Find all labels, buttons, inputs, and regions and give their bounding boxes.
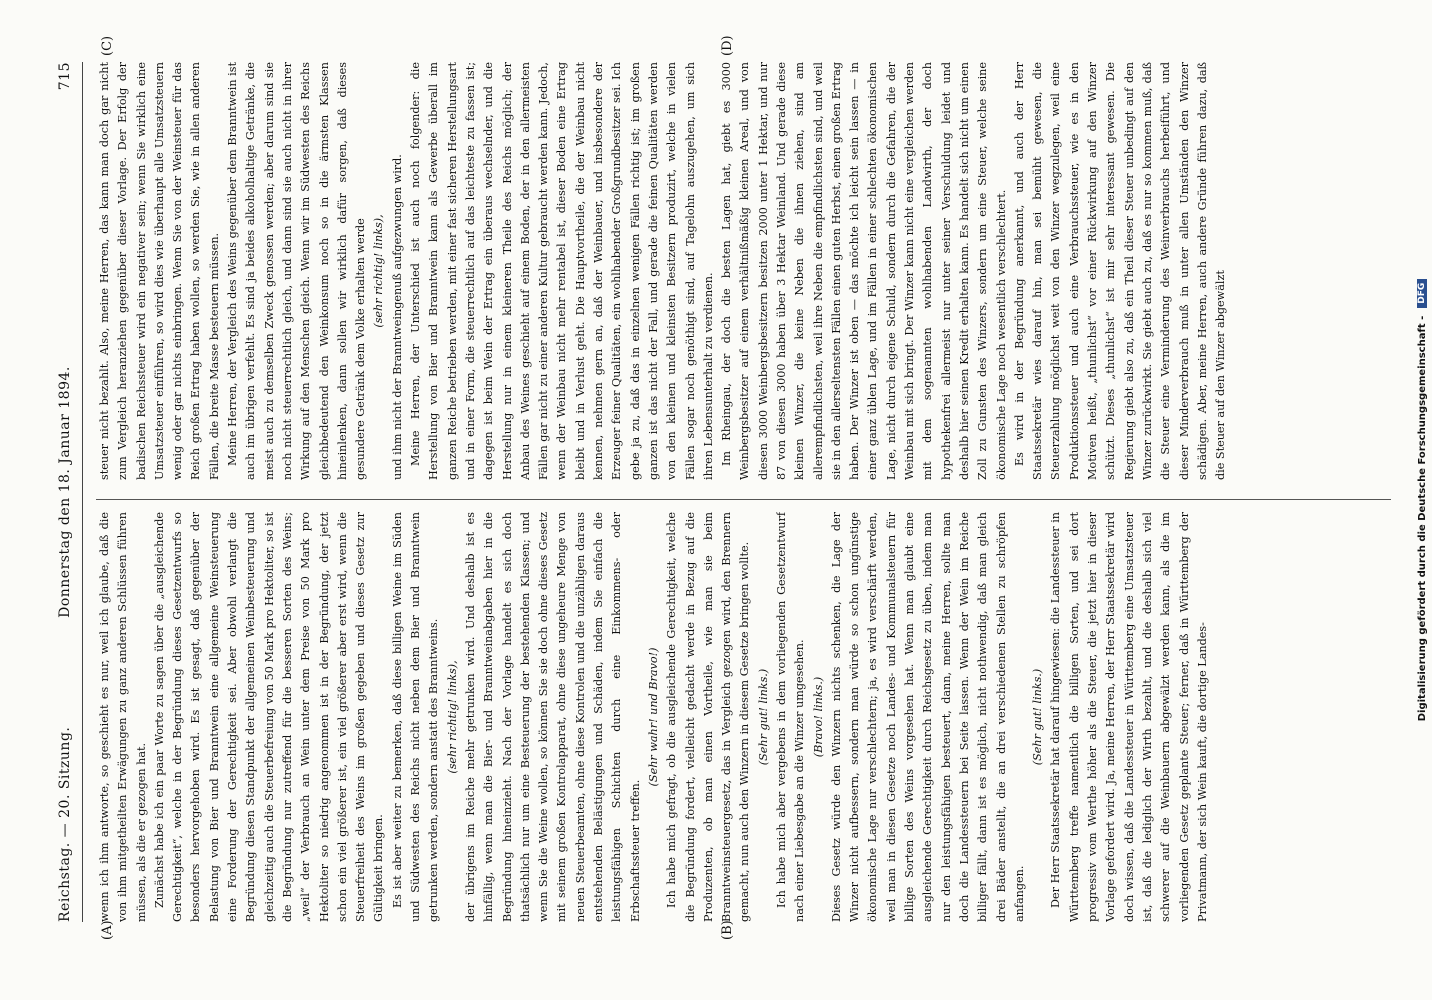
column-divider [96,499,1391,500]
digitization-credit [1412,0,1432,1000]
interjection: (Sehr wahr! und Bravo!) [646,647,660,787]
paragraph: und ihm nicht der Branntweingenuß aufgezwungen wird. [390,154,404,480]
paragraph: Ich habe mich gefragt, ob die ausgleichende Gerechtigkeit, welche die Begründung fordert, vielleicht gedacht werde in Bezug auf die Produzenten, ob man einen Vortheile, wie man sie beim Branntweinsteuergesetz, das in Vergleich gezogen wird, den Brennern gemacht, nun auch den Winzern in diesem Gesetze bringen wollte. [665,512,752,922]
paragraph: Der Herr Staatssekretär hat darauf hingewiesen: die Landessteuer in Württemberg treffe namentlich die billigen Sorten, und sei dort progressiv vom Werthe höher als die Steuer, die jetzt hier in dieser Vorlage gefordert wird. Ja, meine Herren, der Herr Staatssekretär wird doch wissen, daß die Landessteuer in Württemberg eine Umsatzsteuer ist, daß die lediglich der Wirth bezahlt, und die deshalb sich viel schwerer auf die Weinbauern abgewälzt werden kann, als die im vorliegenden Gesetz geplante Steuer; ferner, daß in Württemberg der Privatmann, der sich Wein kauft, die dortige Landes- [1049,512,1209,922]
paragraph: Ich habe mich aber vergebens in dem vorliegenden Gesetzentwurf nach einer Liebesgabe an die Winzer umgesehen. [774,512,807,922]
page-number: 715 [57,62,73,91]
paragraph: der übrigens im Reiche mehr getrunken wird. Und deshalb ist es hinfällig, wenn man die Bier- und Branntweinabgaben hier in die Begründung hineinzieht. Nach der Vorlage handelt es sich doch thatsächlich nur um eine Besteuerung der bestehenden Klassen; und wenn Sie die Weine wollen, so können Sie sie doch ohne dieses Gesetz mit seinem großen Kontrolapparat, ohne diese ungeheure Menge von neuen Steuerbeamten, ohne diese Kontrolen und die unzähligen daraus entstehenden Belästigungen und Schäden, indem Sie einfach die leistungsfähigen Schichten durch eine Einkommens- oder Erbschaftssteuer treffen. [463,512,642,922]
marker-b: (B) [720,920,735,940]
paragraph: Es ist aber weiter zu bemerken, daß diese billigen Weine im Süden und Südwesten des Reichs nicht neben dem Bier und Branntwein getrunken werden, sondern anstatt des Branntweins. [390,512,441,922]
interjection: (sehr richtig! links), [445,660,459,774]
header-rule [82,62,83,922]
header-left: Reichstag. — 20. Sitzung. [57,726,73,922]
paragraph: Meine Herren, der Unterschied ist auch noch folgender: die Herstellung von Bier und Branntwein kann als Gewerbe überall im ganzen Reiche betrieben werden, mit einer fast sicheren Herstellungsart und in einer Form, die steuerrechtlich auf das leichteste zu fassen ist; dagegen ist beim Wein der Ertrag ein überaus wechselnder, und die Herstellung nur in einem kleineren Theile des Reichs möglich; der Anbau des Weines geschieht auf einem Boden, der in den allermeisten Fällen gar nicht zu einer anderen Kultur gebraucht werden kann. Jedoch, wenn der Weinbau nicht mehr rentabel ist, dieser Boden eine Ertrag bleibt und in Verlust geht. Die Hauptvortheile, die der Weinbau nicht kennen, nehmen gern an, daß der Weinbauer, und insbesondere der Erzeuger feiner Qualitäten, ein wohlhabender Großgrundbesitzer sei. Ich gebe ja zu, daß das in einzelnen wenigen Fällen richtig ist; im großen ganzen ist das nicht der Fall, und gerade die feinen Qualitäten werden von den kleinen und kleinsten Besitzern produzirt, welche in vielen Fällen sogar noch genöthigt sind, auf Tagelohn auszugehen, um sich ihren Lebensunterhalt zu verdienen. [409,62,715,480]
paragraph: Meine Herren, der Vergleich des Weins gegenüber dem Branntwein ist auch im übrigen verfehlt. Es sind ja beides alkoholhaltige Getränke, die meist auch zu demselben Zweck genossen werden; aber darum sind sie noch nicht steuerrechtlich gleich, und dann sind sie auch nicht in ihrer Wirkung auf den Menschen gleich. Wenn wir im Südwesten des Reichs gleichbedeutend den Weinkonsum noch so in die ärmsten Klassen hineinlenken, dann sollen wir wirklich dafür sorgen, daß dieses gesundere Getränk dem Volke erhalten werde [226,62,368,480]
paragraph: Dieses Gesetz würde den Winzern nichts schenken, die Lage der Winzer nicht aufbessern, sondern man würde so schon ungünstige ökonomische Lage nur verschlechtern; ja, es wird verschärft werden, weil man in diesen Gesetze noch Landes- und Kommunalsteuern für billige Sorten des Weins vorgesehen hat. Wenn man glaubt eine ausgleichende Gerechtigkeit durch Reichsgesetz zu üben, indem man nur den leistungsfähigen besteuert, dann, meine Herren, sollte man doch die Landessteuern bei Seite lassen. Wenn der Wein im Reiche billiger fällt, dann ist es möglich, nicht nothwendig, daß man gleich drei Bäder anstellt, die an drei verschiedenen Stellen zu schröpfen anfangen. [829,512,1026,922]
dfg-logo: DFG [1417,279,1427,308]
credit-text: Digitalisierung gefördert durch die Deutsche Forschungsgemeinschaft - [1416,315,1428,722]
interjection: (sehr richtig! links), [372,214,386,328]
text-column-left [96,512,1391,922]
page-header [57,62,79,922]
header-date: Donnerstag den 18. Januar 1894. [57,366,73,618]
paragraph: wenn ich ihm antworte, so geschieht es nur, weil ich glaube, daß die von ihm mitgetheilten Erwägungen zu ganz anderen Schlüssen führen müssen, als die er gezogen hat. [98,512,148,922]
marker-c: (C) [100,35,115,56]
text-column-right [96,62,1391,480]
interjection: (Sehr gut! links.) [756,668,770,766]
paragraph: Im Rheingau, der doch die besten Lagen hat, giebt es 3000 Weinbergsbesitzer auf einem verhältnißmäßig kleinen Areal, und von diesen 3000 Weinbergsbesitzern besitzen 2000 unter 1 Hektar, und nur 87 von diesen 3000 haben über 3 Hektar Weinland. Und gerade diese kleinen Winzer, die keine Neben die ihnen ziehen, sind am allerempfindlichsten, weil ihre Neben die empfindlichsten sind, und weil sie in den allerseltensten Fällen einen guten Herbst, einen großen Ertrag haben. Der Winzer ist oben — das möchte ich leicht sein lassen — in einer ganz üblen Lage, und im Fällen in einer schlechten ökonomischen Lage, nicht durch eigene Schuld, sondern durch die Gefahren, die der Weinbau mit sich bringt. Der Winzer kann nicht eine vergleichen werden mit dem sogenannten wohlhabenden Landwirth, der doch hypothekenfrei allermeist nur unter seiner Verschuldung leidet und deshalb hier seinen Kredit erhalten kann. Es handelt sich nicht um einen Zoll zu Gunsten des Winzers, sondern um eine Steuer, welche seine ökonomische Lage noch wesentlich verschlechtert. [720,62,1008,480]
interjection: (Bravo! links.) [811,676,825,758]
paragraph: Es wird in der Begründung anerkannt, und auch der Herr Staatssekretär wies darauf hin, man sei bemüht gewesen, die Steuerzahlung möglichst weit von den Winzer wegzulegen, weil eine Produktionssteuer und auch eine Verbrauchssteuer, wie es in den Motiven heißt, „thunlichst“ vor einer Rückwirkung auf den Winzer schützt. Dieses „thunlichst“ ist mir sehr interessant gewesen. Die Regierung giebt also zu, daß ein Theil dieser Steuer unbedingt auf den Winzer zurückwirkt. Sie giebt auch zu, daß es nur so kommen muß, daß die Steuer eine Verminderung des Weinverbrauchs herbeiführt, und dieser Minderverbrauch muß in unter allen Umständen den Winzer schädigen. Aber, meine Herren, auch andere Gründe führen dazu, daß die Steuer auf den Winzer abgewälzt [1012,62,1228,480]
interjection: (Sehr gut! links.) [1031,668,1045,766]
marker-a: (A) [100,920,115,940]
marker-d: (D) [720,35,735,56]
paragraph: Zunächst habe ich ein paar Worte zu sagen über die „ausgleichende Gerechtigkeit“, welche in der Begründung dieses Gesetzentwurfs so besonders hervorgehoben wird. Es ist gesagt, daß gegenüber der Belastung von Bier und Branntwein eine allgemeine Weinsteuerung eine Forderung der Gerechtigkeit sei. Aber obwohl verlangt die Begründung diesen Standpunkt der allgemeinen Weinbesteuerung und gleichzeitig auch die Steuerbefreiung von 50 Mark pro Hektoliter, so ist die Begründung nur zutreffend für die besseren Sorten des Weins; „weil“ der Verbrauch an Wein unter dem Preise von 50 Mark pro Hektoliter so niedrig angenommen ist in der Begründung, der jetzt schon ein viel größerer ist, ein viel größerer aber erst wird, wenn die Steuerfreiheit des Weins im großen gegeben und dieses Gesetz zur Gültigkeit bringen. [152,512,386,922]
paragraph: steuer nicht bezahlt. Also, meine Herren, das kann man doch gar nicht zum Vergleich heranziehen gegenüber dieser Vorlage. Der Erfolg der badischen Reichssteuer wird ein negativer sein; wenn Sie wirklich eine Umsatzsteuer einführen, so wird dies wie überhaupt alle Umsatzsteuern wenig oder gar nichts einbringen. Wenn Sie von der Weinsteuer für das Reich großen Ertrag haben wollen, so werden Sie, wie in allen anderen Fällen, die breite Masse besteuern müssen. [98,62,221,480]
